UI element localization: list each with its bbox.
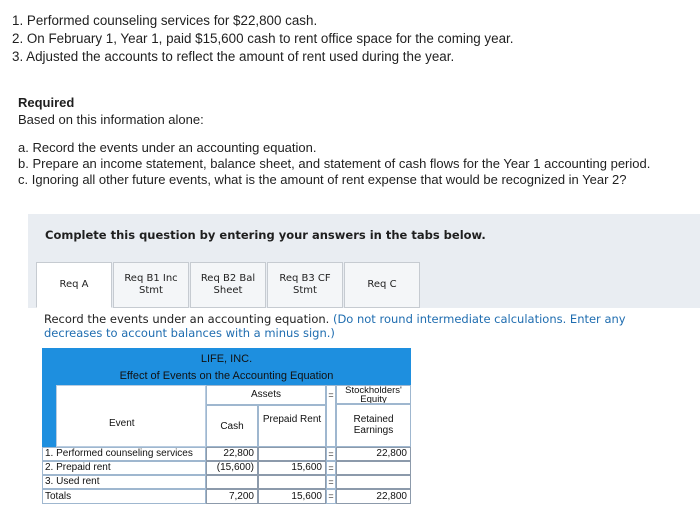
row-2-equals: =: [326, 461, 336, 475]
retained-header: Retained Earnings: [336, 404, 411, 447]
content-instruction-main: Record the events under an accounting equation.: [44, 312, 333, 326]
part-c: c. Ignoring all other future events, what is the amount of rent expense that would be recognized in Year 2?: [18, 172, 627, 187]
assets-header: Assets: [206, 385, 326, 405]
required-parts: [18, 140, 650, 188]
tab-bar: [36, 262, 421, 308]
tab-req-a[interactable]: Req A: [36, 262, 112, 308]
part-a: a. Record the events under an accounting equation.: [18, 140, 317, 155]
row-2-prepaid-input[interactable]: 15,600: [258, 461, 326, 475]
row-3-retained-input[interactable]: [336, 475, 411, 489]
tab-req-b1-label: Req B1 Inc Stmt: [124, 273, 178, 296]
event-3: 3. Adjusted the accounts to reflect the amount of rent used during the year.: [12, 49, 455, 64]
content-instruction: [44, 312, 684, 340]
company-name: LIFE, INC.: [200, 353, 253, 365]
tab-req-b2[interactable]: [190, 262, 266, 308]
prepaid-header: Prepaid Rent: [258, 405, 326, 447]
row-1-cash-input[interactable]: 22,800: [206, 447, 258, 461]
accounting-equation-table: [42, 348, 411, 504]
row-1-equals: =: [326, 447, 336, 461]
table-row: [42, 461, 206, 475]
row-2-cash-input[interactable]: (15,600): [206, 461, 258, 475]
tab-req-b3[interactable]: [267, 262, 343, 308]
content-instruction-note: (Do not round intermediate calculations. Enter any decreases to account balances with a minus sign.): [44, 312, 626, 340]
tab-req-c[interactable]: Req C: [344, 262, 420, 308]
row-3-num: 3.: [45, 476, 54, 487]
panel-instruction: Complete this question by entering your answers in the tabs below.: [45, 228, 486, 242]
totals-retained: 22,800: [336, 489, 411, 504]
totals-equals: =: [326, 489, 336, 504]
row-2-event: Prepaid rent: [56, 462, 111, 473]
totals-label: Totals: [42, 489, 206, 504]
row-1-prepaid-input[interactable]: [258, 447, 326, 461]
event-header: Event: [109, 418, 135, 429]
equals-header: =: [326, 385, 336, 447]
tab-req-b3-label: Req B3 CF Stmt: [279, 273, 331, 296]
event-header-cell: [56, 385, 206, 447]
row-1-retained-input[interactable]: 22,800: [336, 447, 411, 461]
totals-cash: 7,200: [206, 489, 258, 504]
table-title: Effect of Events on the Accounting Equation: [119, 370, 334, 382]
table-row: [42, 447, 206, 461]
row-1-event: Performed counseling services: [56, 448, 193, 459]
row-1-num: 1.: [45, 448, 54, 459]
cash-header: Cash: [206, 405, 258, 447]
required-subtitle: Based on this information alone:: [18, 112, 204, 127]
totals-prepaid: 15,600: [258, 489, 326, 504]
row-2-retained-input[interactable]: [336, 461, 411, 475]
required-section: [18, 94, 204, 128]
event-2: 2. On February 1, Year 1, paid $15,600 cash to rent office space for the coming year.: [12, 31, 514, 46]
row-3-cash-input[interactable]: [206, 475, 258, 489]
events-list: [12, 12, 513, 66]
event-1: 1. Performed counseling services for $22,800 cash.: [12, 13, 318, 28]
row-2-num: 2.: [45, 462, 54, 473]
row-3-event: Used rent: [56, 476, 100, 487]
row-3-equals: =: [326, 475, 336, 489]
tab-req-b2-label: Req B2 Bal Sheet: [200, 273, 256, 296]
required-title: Required: [18, 95, 75, 110]
equity-header: Stockholders' Equity: [336, 385, 411, 404]
table-row: [42, 475, 206, 489]
part-b: b. Prepare an income statement, balance sheet, and statement of cash flows for the Year 1 accounting period.: [18, 156, 651, 171]
row-3-prepaid-input[interactable]: [258, 475, 326, 489]
tab-req-b1[interactable]: [113, 262, 189, 308]
